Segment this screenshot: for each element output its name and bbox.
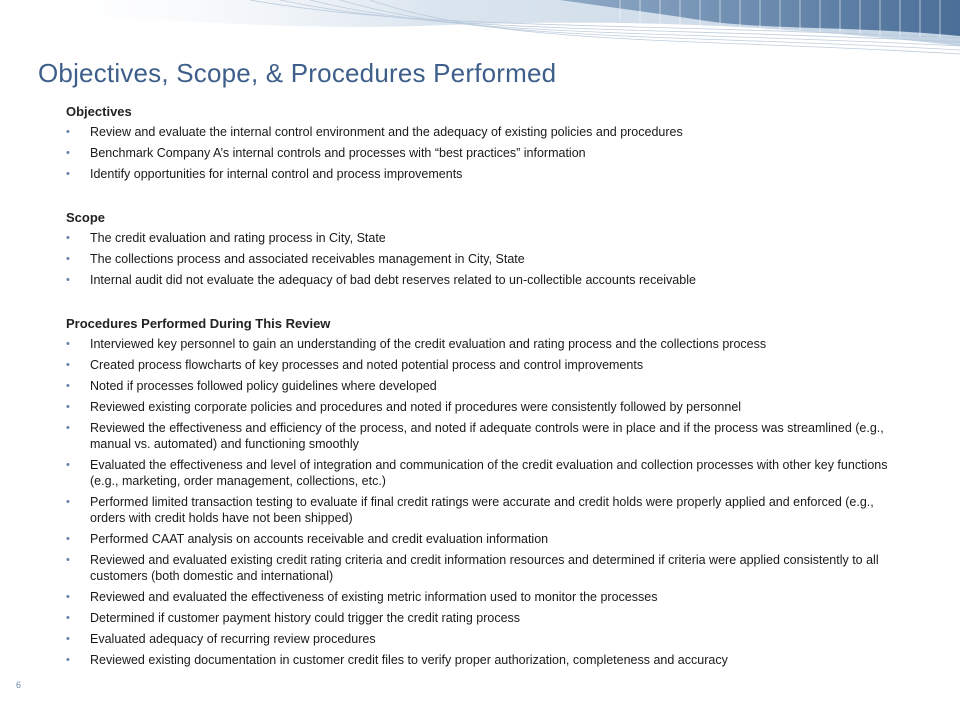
- list-item-text: Benchmark Company A’s internal controls and processes with “best practices” information: [90, 146, 586, 160]
- list-item-text: Performed CAAT analysis on accounts receivable and credit evaluation information: [90, 532, 549, 546]
- section-spacer: [66, 293, 896, 316]
- list-item: [66, 631, 896, 647]
- list-item: [66, 552, 896, 584]
- section-heading: Scope: [66, 210, 106, 225]
- bullet-icon: •: [66, 147, 70, 159]
- bullet-icon: •: [66, 359, 70, 371]
- page-number: 6: [16, 680, 22, 690]
- slide-content: [66, 104, 896, 673]
- list-item: [66, 610, 896, 626]
- bullet-icon: •: [66, 612, 70, 624]
- list-item: [66, 124, 896, 140]
- section: [66, 104, 896, 182]
- list-item-text: Evaluated the effectiveness and level of integration and communication of the credit evaluation and collection processes with other key functions (e.g., marketing, order management, collections, etc.): [90, 458, 888, 488]
- bullet-list: [66, 336, 896, 668]
- bullet-icon: •: [66, 633, 70, 645]
- list-item-text: Performed limited transaction testing to evaluate if final credit ratings were accurate and credit holds were properly applied and enforced (e.g., orders with credit holds have not been shipped): [90, 495, 874, 525]
- bullet-list: [66, 124, 896, 182]
- list-item-text: Noted if processes followed policy guidelines where developed: [90, 379, 437, 393]
- bullet-icon: •: [66, 654, 70, 666]
- list-item-text: Review and evaluate the internal control environment and the adequacy of existing policies and procedures: [90, 125, 683, 139]
- list-item-text: Internal audit did not evaluate the adequacy of bad debt reserves related to un-collectible accounts receivable: [90, 273, 696, 287]
- list-item: [66, 272, 896, 288]
- bullet-icon: •: [66, 380, 70, 392]
- header-banner: [0, 0, 960, 58]
- bullet-icon: •: [66, 533, 70, 545]
- bullet-icon: •: [66, 554, 70, 566]
- list-item-text: Identify opportunities for internal control and process improvements: [90, 167, 463, 181]
- list-item: [66, 145, 896, 161]
- list-item-text: Reviewed and evaluated existing credit rating criteria and credit information resources and determined if criteria were applied consistently to all customers (both domestic and international): [90, 553, 879, 583]
- list-item: [66, 494, 896, 526]
- bullet-icon: •: [66, 274, 70, 286]
- bullet-list: [66, 230, 896, 288]
- list-item: [66, 457, 896, 489]
- bullet-icon: •: [66, 591, 70, 603]
- bullet-icon: •: [66, 338, 70, 350]
- bullet-icon: •: [66, 168, 70, 180]
- bullet-icon: •: [66, 126, 70, 138]
- bullet-icon: •: [66, 496, 70, 508]
- list-item: [66, 420, 896, 452]
- list-item-text: Reviewed existing documentation in customer credit files to verify proper authorization, completeness and accuracy: [90, 653, 728, 667]
- list-item: [66, 531, 896, 547]
- list-item-text: The collections process and associated receivables management in City, State: [90, 252, 525, 266]
- list-item: [66, 399, 896, 415]
- list-item: [66, 378, 896, 394]
- section-heading: Procedures Performed During This Review: [66, 316, 331, 331]
- bullet-icon: •: [66, 459, 70, 471]
- section: [66, 210, 896, 288]
- section-spacer: [66, 187, 896, 210]
- bullet-icon: •: [66, 253, 70, 265]
- list-item-text: Reviewed existing corporate policies and procedures and noted if procedures were consistently followed by personnel: [90, 400, 742, 414]
- list-item: [66, 230, 896, 246]
- bullet-icon: •: [66, 232, 70, 244]
- page-title: Objectives, Scope, & Procedures Performed: [38, 58, 557, 88]
- list-item-text: Determined if customer payment history could trigger the credit rating process: [90, 611, 521, 625]
- bullet-icon: •: [66, 401, 70, 413]
- section-heading: Objectives: [66, 104, 132, 119]
- list-item-text: Created process flowcharts of key processes and noted potential process and control improvements: [90, 358, 644, 372]
- list-item: [66, 336, 896, 352]
- list-item-text: Interviewed key personnel to gain an understanding of the credit evaluation and rating process and the collections process: [90, 337, 767, 351]
- section: [66, 316, 896, 668]
- list-item: [66, 166, 896, 182]
- list-item-text: Reviewed the effectiveness and efficiency of the process, and noted if adequate controls were in place and if the process was streamlined (e.g., manual vs. automated) and functioning smoothly: [90, 421, 884, 451]
- list-item-text: Reviewed and evaluated the effectiveness of existing metric information used to monitor the processes: [90, 590, 658, 604]
- list-item: [66, 652, 896, 668]
- list-item: [66, 251, 896, 267]
- list-item: [66, 589, 896, 605]
- list-item-text: The credit evaluation and rating process in City, State: [90, 231, 386, 245]
- bullet-icon: •: [66, 422, 70, 434]
- list-item: [66, 357, 896, 373]
- list-item-text: Evaluated adequacy of recurring review procedures: [90, 632, 376, 646]
